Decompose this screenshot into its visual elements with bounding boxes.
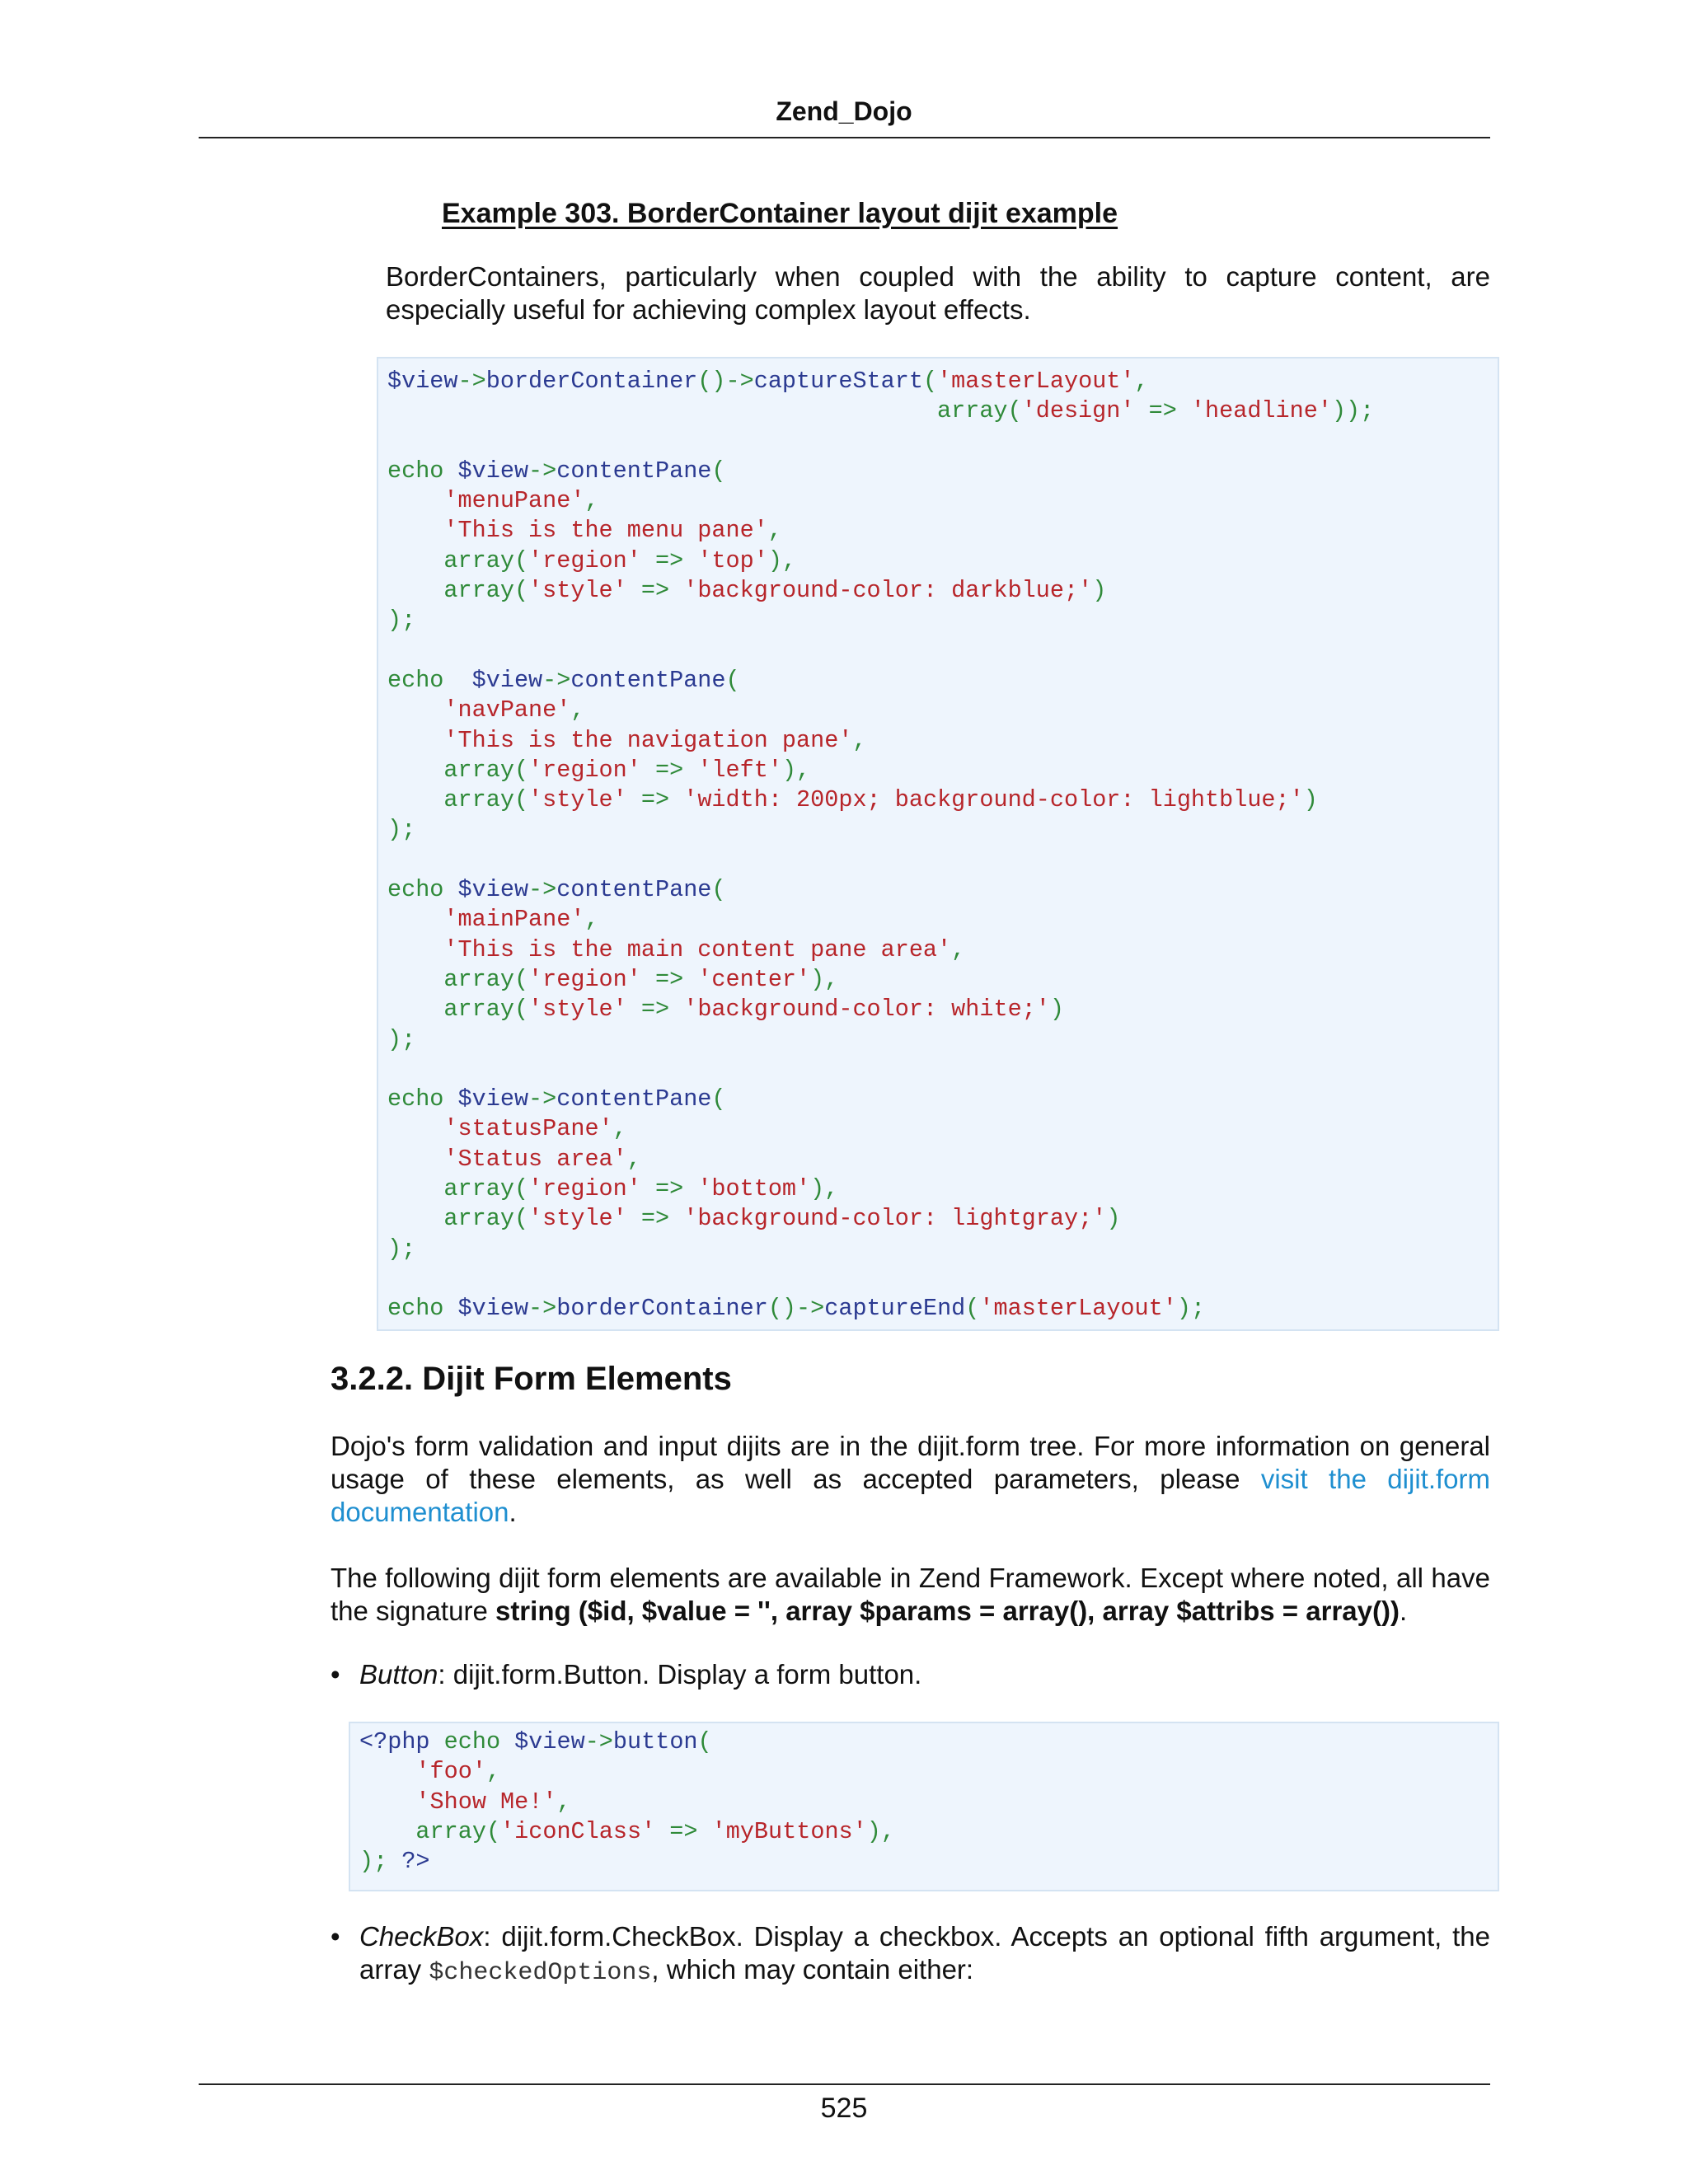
dijit-form-text: Dojo's form validation and input dijits are in the dijit.form tree. For more information on general usage of these elements, as well as accepted parameters, please <box>331 1431 1490 1494</box>
example-title: Example 303. BorderContainer layout dijit example <box>442 198 1118 229</box>
bullet-dot: • <box>331 1921 340 1952</box>
dijit-form-documentation-link[interactable]: visit the dijit.form documentation <box>331 1464 1490 1527</box>
signature-end: . <box>1399 1596 1408 1626</box>
list-item-description-end: , which may contain either: <box>651 1954 974 1985</box>
list-item-text <box>359 1920 1490 1990</box>
list-item-description: : dijit.form.CheckBox. Display a checkbox. Accepts an optional fifth argument, the array <box>359 1921 1490 1985</box>
page-number: 525 <box>820 2093 868 2124</box>
list-item-term: Button <box>359 1659 438 1690</box>
list-item-description: : dijit.form.Button. Display a form button. <box>438 1659 922 1690</box>
dijit-form-paragraph <box>331 1430 1490 1529</box>
dijit-form-text-end: . <box>509 1497 517 1527</box>
footer-rule <box>199 2083 1490 2085</box>
code-block-button <box>349 1722 1499 1891</box>
signature-intro-text: The following dijit form elements are available in Zend Framework. Except where noted, all have the signature <box>331 1563 1490 1626</box>
signature-paragraph <box>331 1562 1490 1628</box>
header-rule <box>199 137 1490 138</box>
code-listing: $view->borderContainer()->captureStart('masterLayout', array('design' => 'headline')); echo $view->contentPane( 'menuPane', 'This is the menu pane', array('region' => 'top'), array('style' => 'background-color: darkblue;') ); echo $view->contentPane( 'navPane', 'This is the navigation pane', array('region' => 'left'), array('style' => 'width: 200px; background-color: lightblue;') ); echo $view->contentPane( 'mainPane', 'This is the main content pane area', array('region' => 'center'), array('style' => 'background-color: white;') ); echo $view->contentPane( 'statusPane', 'Status area', array('region' => 'bottom'), array('style' => 'background-color: lightgray;') ); echo $view->borderContainer()->captureEnd('masterLayout'); <box>387 368 1375 1323</box>
list-item-checkbox <box>331 1920 1490 1986</box>
list-item-text <box>359 1658 1490 1691</box>
list-item-button <box>331 1658 1490 1691</box>
section-heading: 3.2.2. Dijit Form Elements <box>331 1361 732 1397</box>
bullet-dot: • <box>331 1659 340 1690</box>
signature-text: string ($id, $value = '', array $params = array(), array $attribs = array()) <box>495 1596 1400 1626</box>
inline-code: $checkedOptions <box>429 1959 652 1987</box>
code-listing: <?php echo $view->button( 'foo', 'Show Me!', array('iconClass' => 'myButtons'), ); ?> <box>359 1728 895 1876</box>
example-intro: BorderContainers, particularly when coupled with the ability to capture content, are especially useful for achieving complex layout effects. <box>386 261 1490 325</box>
list-item-term: CheckBox <box>359 1921 484 1952</box>
running-header: Zend_Dojo <box>776 96 912 126</box>
code-block-border-container <box>377 357 1499 1331</box>
